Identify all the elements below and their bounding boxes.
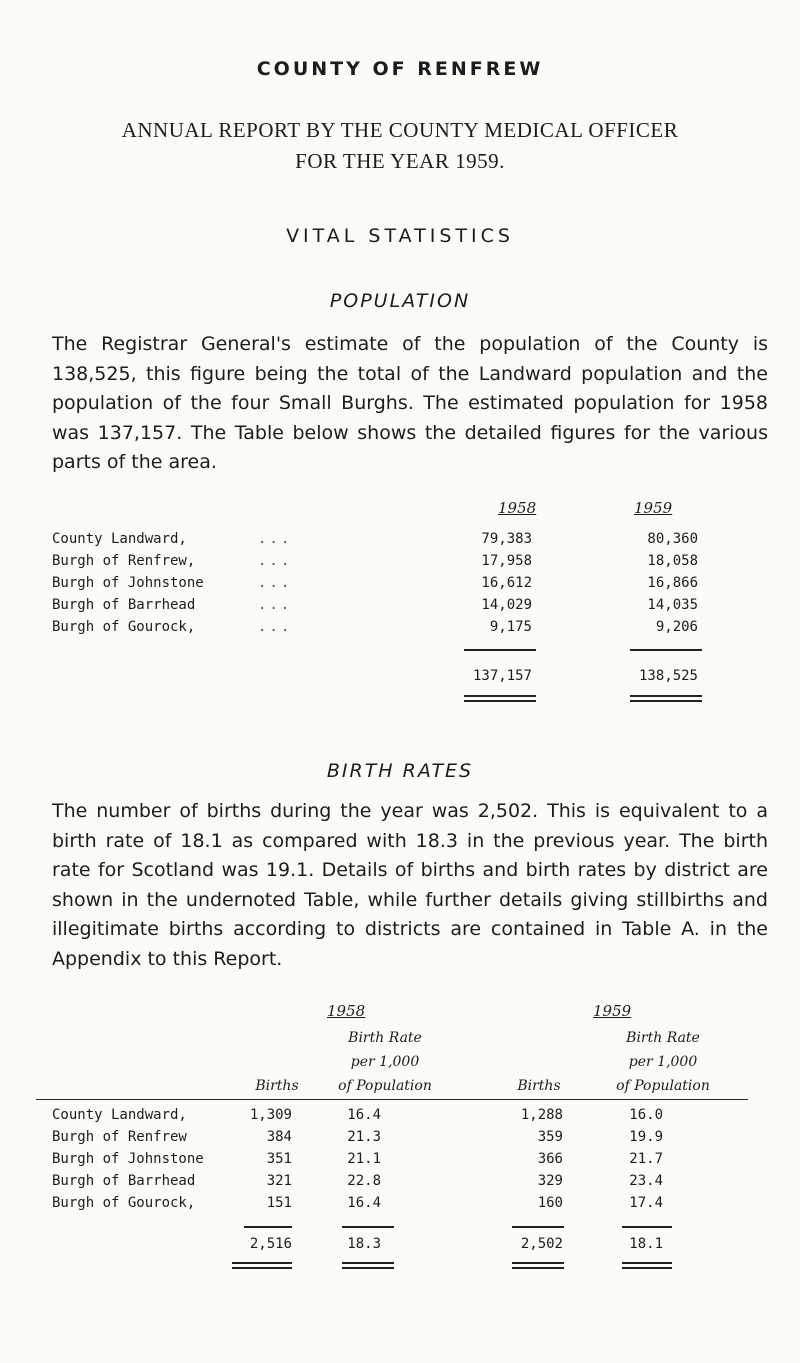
area-label: Burgh of Gourock,: [52, 619, 196, 635]
pop-1959-value: 80,360: [647, 531, 698, 547]
rate-total-1958: 18.3: [347, 1236, 381, 1252]
county-title: COUNTY OF RENFREW: [256, 58, 544, 80]
birth-rates-heading: BIRTH RATES: [326, 760, 474, 782]
area-label: Burgh of Gourock,: [52, 1195, 196, 1211]
birth-col-1959: 1959: [593, 1002, 632, 1020]
table-row: [0, 619, 800, 639]
area-label: County Landward,: [52, 1107, 187, 1123]
header-rule: [36, 1099, 748, 1100]
rate-1958: 22.8: [347, 1173, 381, 1189]
table-row: [0, 1173, 800, 1193]
rate-1958: 21.3: [347, 1129, 381, 1145]
birth-rates-paragraph: The number of births during the year was 2,502. This is equivalent to a birth rate of 18.1 as compared with 18.3 in the previous year. The birth rate for Scotland was 19.1. Details of births and birth rates by district are shown in the undernoted Table, while further details giving stillbirths and illegitimate births according to districts are contained in Table A. in the Appendix to this Report.: [52, 800, 768, 970]
leader-dots: ...: [258, 531, 293, 547]
rate-1958: 16.4: [347, 1195, 381, 1211]
report-title-line1: ANNUAL REPORT BY THE COUNTY MEDICAL OFFICER: [121, 118, 679, 142]
pop-1959-value: 18,058: [647, 553, 698, 569]
table-row: [0, 1195, 800, 1215]
table-row: [0, 553, 800, 573]
report-title-line2: FOR THE YEAR 1959.: [295, 149, 505, 173]
rate-1958: 21.1: [347, 1151, 381, 1167]
area-label: Burgh of Renfrew: [52, 1129, 187, 1145]
pop-1959-value: 16,866: [647, 575, 698, 591]
rate-header-1959-line1: Birth Rate: [626, 1030, 700, 1046]
table-row: [0, 575, 800, 595]
leader-dots: ...: [258, 553, 293, 569]
births-1959: 366: [537, 1151, 563, 1167]
births-total-1959: 2,502: [520, 1236, 563, 1252]
rate-1959: 16.0: [629, 1107, 663, 1123]
births-1958: 321: [266, 1173, 292, 1189]
births-header-1959: Births: [517, 1078, 561, 1094]
births-1959: 359: [537, 1129, 563, 1145]
subtotal-rule: [342, 1226, 394, 1228]
rate-1959: 23.4: [629, 1173, 663, 1189]
pop-1959-value: 14,035: [647, 597, 698, 613]
total-double-rule: [232, 1262, 292, 1269]
area-label: Burgh of Barrhead: [52, 1173, 196, 1189]
population-heading: POPULATION: [329, 290, 471, 312]
pop-1958-value: 17,958: [481, 553, 532, 569]
total-double-rule-1959: [630, 695, 702, 702]
total-double-rule: [342, 1262, 394, 1269]
rate-header-1958-line2: per 1,000: [350, 1054, 420, 1070]
pop-1958-value: 79,383: [481, 531, 532, 547]
total-row: [0, 668, 800, 688]
births-1958: 1,309: [249, 1107, 292, 1123]
rate-1958: 16.4: [347, 1107, 381, 1123]
births-1959: 329: [537, 1173, 563, 1189]
rate-total-1959: 18.1: [629, 1236, 663, 1252]
births-1958: 151: [266, 1195, 292, 1211]
area-label: County Landward,: [52, 531, 187, 547]
area-label: Burgh of Barrhead: [52, 597, 196, 613]
pop-col-1958: 1958: [498, 499, 537, 517]
pop-1958-value: 14,029: [481, 597, 532, 613]
births-1959: 1,288: [520, 1107, 563, 1123]
total-double-rule-1958: [464, 695, 536, 702]
rate-header-1958-line1: Birth Rate: [348, 1030, 422, 1046]
leader-dots: ...: [258, 619, 293, 635]
subtotal-rule: [512, 1226, 564, 1228]
rate-header-1959-line2: per 1,000: [628, 1054, 698, 1070]
rate-1959: 17.4: [629, 1195, 663, 1211]
pop-total-1959: 138,525: [638, 668, 698, 684]
subtotal-rule: [622, 1226, 672, 1228]
table-row: [0, 597, 800, 617]
subtotal-rule: [244, 1226, 292, 1228]
pop-col-1959: 1959: [634, 499, 673, 517]
area-label: Burgh of Renfrew,: [52, 553, 196, 569]
births-total-1958: 2,516: [249, 1236, 292, 1252]
birth-col-1958: 1958: [327, 1002, 366, 1020]
leader-dots: ...: [258, 597, 293, 613]
area-label: Burgh of Johnstone: [52, 1151, 204, 1167]
table-row: [0, 1151, 800, 1171]
rate-1959: 19.9: [629, 1129, 663, 1145]
births-1959: 160: [537, 1195, 563, 1211]
table-row: [0, 1129, 800, 1149]
births-1958: 351: [266, 1151, 292, 1167]
population-paragraph: The Registrar General's estimate of the population of the County is 138,525, this figure being the total of the Landward population and the population of the four Small Burghs. The estimated population for 1958 was 137,157. The Table below shows the detailed figures for the various parts of the area.: [52, 333, 768, 474]
table-row: [0, 531, 800, 551]
leader-dots: ...: [258, 575, 293, 591]
rate-1959: 21.7: [629, 1151, 663, 1167]
section-title: VITAL STATISTICS: [286, 225, 514, 247]
subtotal-rule-1959: [630, 649, 702, 651]
births-1958: 384: [266, 1129, 292, 1145]
pop-1958-value: 9,175: [489, 619, 532, 635]
total-double-rule: [622, 1262, 672, 1269]
pop-1959-value: 9,206: [655, 619, 698, 635]
total-double-rule: [512, 1262, 564, 1269]
births-header-1958: Births: [255, 1078, 299, 1094]
rate-header-1959-line3: of Population: [616, 1078, 710, 1094]
pop-total-1958: 137,157: [472, 668, 532, 684]
table-row: [0, 1107, 800, 1127]
subtotal-rule-1958: [464, 649, 536, 651]
area-label: Burgh of Johnstone: [52, 575, 204, 591]
total-row: [0, 1236, 800, 1256]
rate-header-1958-line3: of Population: [338, 1078, 432, 1094]
pop-1958-value: 16,612: [481, 575, 532, 591]
